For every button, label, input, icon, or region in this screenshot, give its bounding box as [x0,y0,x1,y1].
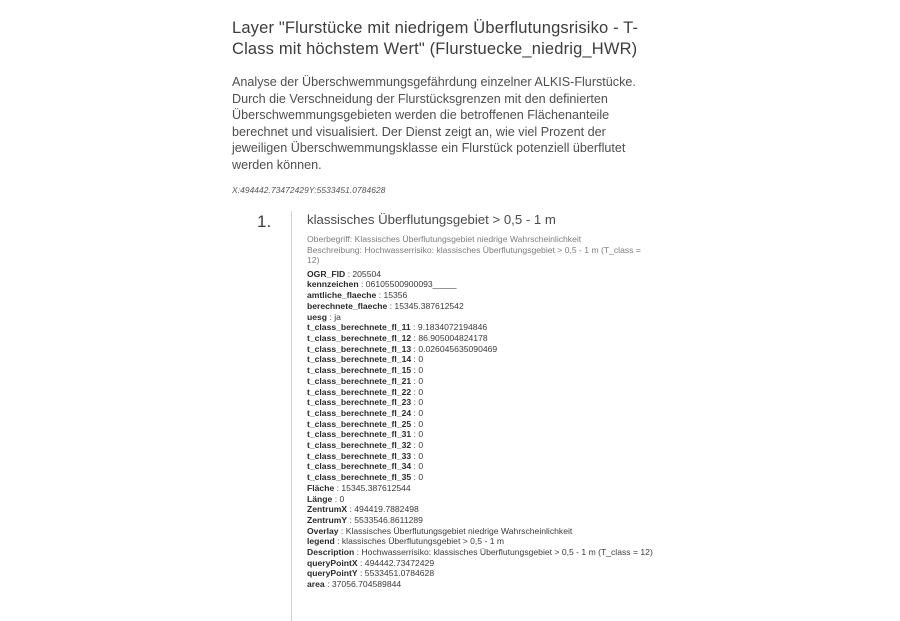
attribute-key: t_class_berechnete_fl_11 [307,322,411,333]
attribute-separator: : [411,461,419,472]
attribute-separator: : [354,547,362,558]
attribute-row [307,451,653,462]
attribute-separator: : [334,482,342,493]
attribute-separator: : [324,579,332,590]
attribute-row [307,397,653,408]
result-meta [307,234,653,266]
attribute-separator: : [411,333,419,343]
attribute-row [307,515,653,526]
attribute-key: queryPointX [307,557,358,568]
attribute-row [307,354,653,365]
attribute-separator: : [376,290,384,301]
attribute-value: 0 [418,375,424,386]
attribute-value: Hochwasserrisiko: klassisches Überflutungsgebiet > 0,5 - 1 m (T_class = 12) [361,547,653,558]
attribute-value: klassisches Überflutungsgebiet > 0,5 - 1 m [341,536,505,547]
attribute-list [307,269,653,590]
attribute-key: ZentrumX [307,504,348,515]
attribute-row [307,536,653,547]
attribute-row [307,312,653,323]
attribute-value: 0 [339,493,345,504]
attribute-value: 0 [418,365,424,376]
attribute-separator: : [411,418,419,429]
attribute-row [307,547,653,558]
attribute-separator: : [345,268,353,279]
attribute-value: 0 [418,450,424,461]
attribute-key: t_class_berechnete_fl_12 [307,333,412,343]
attribute-value: 5533546.8611289 [354,514,423,525]
attribute-separator: : [357,568,365,579]
attribute-row [307,461,653,472]
attribute-key: t_class_berechnete_fl_21 [307,375,412,386]
attribute-row [307,429,653,440]
result-beschreibung: Beschreibung: Hochwasserrisiko: klassisches Überflutungsgebiet > 0,5 - 1 m (T_class = 12) [307,244,641,266]
attribute-row [307,568,653,579]
attribute-value: 0 [418,440,424,451]
attribute-key: t_class_berechnete_fl_14 [307,354,412,365]
attribute-row [307,322,653,333]
attribute-row [307,483,653,494]
attribute-separator: : [411,386,419,397]
attribute-separator: : [357,557,365,568]
attribute-separator: : [334,536,342,547]
attribute-separator: : [338,525,346,536]
attribute-separator: : [387,300,395,311]
attribute-separator: : [411,354,419,365]
attribute-separator: : [347,514,355,525]
attribute-row [307,387,653,398]
result-item [257,211,652,621]
attribute-key: t_class_berechnete_fl_31 [307,429,412,440]
attribute-separator: : [347,504,355,515]
attribute-value: 494419.7882498 [354,504,419,515]
attribute-value: 0 [418,407,424,418]
attribute-value: 15345.387612542 [394,300,464,311]
attribute-row [307,290,653,301]
attribute-value: Klassisches Überflutungsgebiet niedrige Wahrscheinlichkeit [345,525,573,536]
attribute-key: amtliche_flaeche [307,290,377,301]
attribute-row [307,333,653,344]
attribute-separator: : [411,375,419,386]
attribute-key: queryPointY [307,568,358,579]
attribute-row [307,344,653,355]
attribute-row [307,269,653,280]
attribute-row [307,558,653,569]
attribute-key: area [307,579,325,590]
attribute-separator: : [411,450,419,461]
attribute-value: 205504 [352,268,382,279]
attribute-separator: : [410,322,418,333]
attribute-separator: : [411,365,419,376]
attribute-row [307,365,653,376]
attribute-value: ja [334,311,341,322]
result-title: klassisches Überflutungsgebiet > 0,5 - 1 m [307,212,556,227]
feature-info-content [232,18,652,621]
attribute-key: t_class_berechnete_fl_13 [307,343,412,354]
layer-description: Analyse der Überschwemmungsgefährdung einzelner ALKIS-Flurstücke. Durch die Verschneidung der Flurstücksgrenzen mit den definierten Überschwemmungsgebieten werden die betroffenen Flächenanteile berechnet und visualisiert. Der Dienst zeigt an, wie viel Prozent der jeweiligen Überschwemmungsklasse ein Flurstück potenziell überflutet werden können. [232,75,636,172]
attribute-value: 5533451.0784628 [364,568,435,579]
result-oberbegriff: Oberbegriff: Klassisches Überflutungsgebiet niedrige Wahrscheinlichkeit [307,234,582,244]
attribute-key: Overlay [307,525,339,536]
attribute-key: t_class_berechnete_fl_23 [307,397,412,408]
attribute-value: 0 [418,472,424,483]
attribute-value: 0 [418,397,424,408]
attribute-value: 15356 [383,290,408,301]
query-coordinates: X:494442.73472429Y:5533451.0784628 [232,185,386,195]
attribute-row [307,376,653,387]
attribute-row [307,279,653,290]
attribute-key: t_class_berechnete_fl_15 [307,365,412,376]
attribute-value: 0 [418,429,424,440]
page-title: Layer "Flurstücke mit niedrigem Überflutungsrisiko - T-Class mit höchstem Wert" (Flurstuecke_niedrig_HWR) [232,19,639,58]
attribute-value: 0.026045635090469 [418,343,498,354]
attribute-key: Länge [307,493,333,504]
attribute-key: berechnete_flaeche [307,300,388,311]
attribute-row [307,440,653,451]
attribute-row [307,579,653,590]
attribute-value: 9.1834072194846 [417,322,488,333]
result-index: 1. [257,212,272,231]
attribute-separator: : [411,343,419,354]
attribute-key: OGR_FID [307,268,346,279]
attribute-separator: : [327,311,335,322]
attribute-row [307,408,653,419]
attribute-row [307,504,653,515]
attribute-key: Description [307,547,355,558]
attribute-key: t_class_berechnete_fl_34 [307,461,412,472]
attribute-separator: : [411,429,419,440]
attribute-row [307,472,653,483]
attribute-separator: : [411,440,419,451]
attribute-value: 0 [418,386,424,397]
attribute-key: t_class_berechnete_fl_32 [307,440,412,451]
attribute-row [307,301,653,312]
result-body [292,211,653,590]
attribute-key: t_class_berechnete_fl_25 [307,418,412,429]
attribute-key: kennzeichen [307,279,359,290]
attribute-separator: : [332,493,340,504]
attribute-separator: : [411,472,419,483]
attribute-separator: : [411,397,419,408]
attribute-value: 37056.704589844 [331,579,402,590]
attribute-key: t_class_berechnete_fl_22 [307,386,412,397]
attribute-row [307,494,653,505]
attribute-value: 86.905004824178 [418,333,488,343]
attribute-value: 0 [418,461,424,472]
attribute-key: ZentrumY [307,514,348,525]
attribute-key: Fläche [307,482,335,493]
attribute-row [307,419,653,430]
attribute-key: t_class_berechnete_fl_24 [307,407,412,418]
attribute-value: 0 [418,418,424,429]
attribute-key: legend [307,536,335,547]
attribute-value: 494442.73472429 [364,557,435,568]
attribute-value: 06105500900093_____ [365,279,457,290]
attribute-row [307,526,653,537]
attribute-separator: : [358,279,366,290]
attribute-separator: : [411,407,419,418]
attribute-key: uesg [307,311,328,322]
attribute-value: 15345.387612544 [341,482,411,493]
attribute-key: t_class_berechnete_fl_33 [307,450,412,461]
attribute-key: t_class_berechnete_fl_35 [307,472,412,483]
attribute-value: 0 [418,354,424,365]
